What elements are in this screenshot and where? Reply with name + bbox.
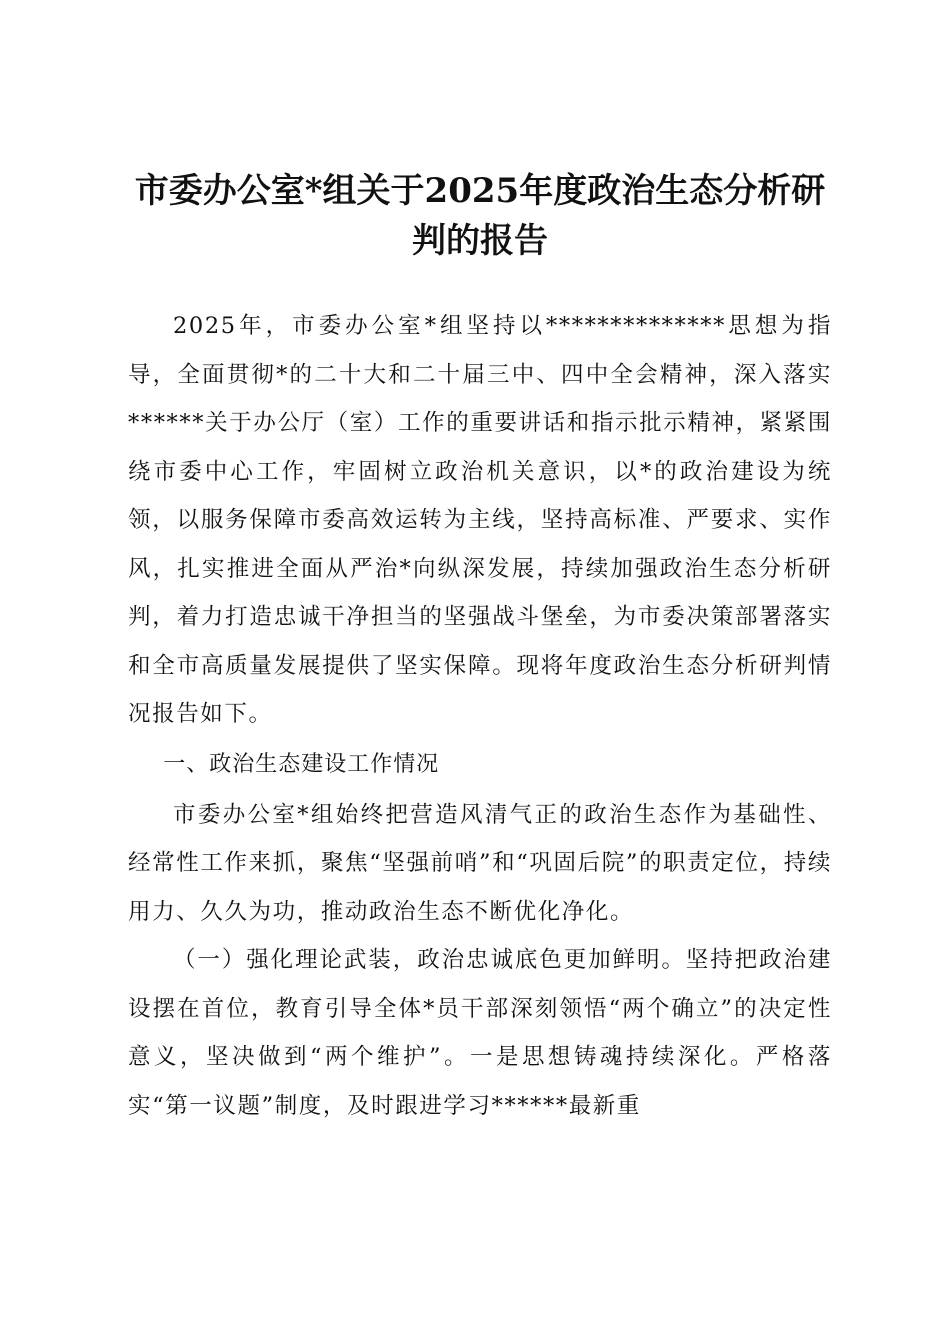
document-body: [128, 302, 832, 1130]
section-1-paragraph: 市委办公室*组始终把营造风清气正的政治生态作为基础性、经常性工作来抓，聚焦“坚强前哨”和“巩固后院”的职责定位，持续用力、久久为功，推动政治生态不断优化净化。: [128, 801, 832, 925]
title-line-1: 市委办公室*组关于2025年度政治生态分析研: [134, 171, 826, 211]
section-heading-1: 一、政治生态建设工作情况: [163, 751, 440, 777]
intro-paragraph: 2025年，市委办公室*组坚持以**************思想为指导，全面贯彻*的二十大和二十届三中、四中全会精神，深入落实******关于办公厅（室）工作的重要讲话和指示批示精神，紧紧围绕市委中心工作，牢固树立政治机关意识，以*的政治建设为统领，以服务保障市委高效运转为主线，坚持高标准、严要求、实作风，扎实推进全面从严治*向纵深发展，持续加强政治生态分析研判，着力打造忠诚干净担当的坚强战斗堡垒，为市委决策部署落实和全市高质量发展提供了坚实保障。现将年度政治生态分析研判情况报告如下。: [128, 313, 832, 727]
document-title: [120, 166, 840, 266]
title-line-2: 判的报告: [412, 221, 548, 261]
subsection-1-paragraph: （一）强化理论武装，政治忠诚底色更加鲜明。坚持把政治建设摆在首位，教育引导全体*员干部深刻领悟“两个确立”的决定性意义，坚决做到“两个维护”。一是思想铸魂持续深化。严格落实“第一议题”制度，及时跟进学习******最新重: [128, 947, 832, 1119]
